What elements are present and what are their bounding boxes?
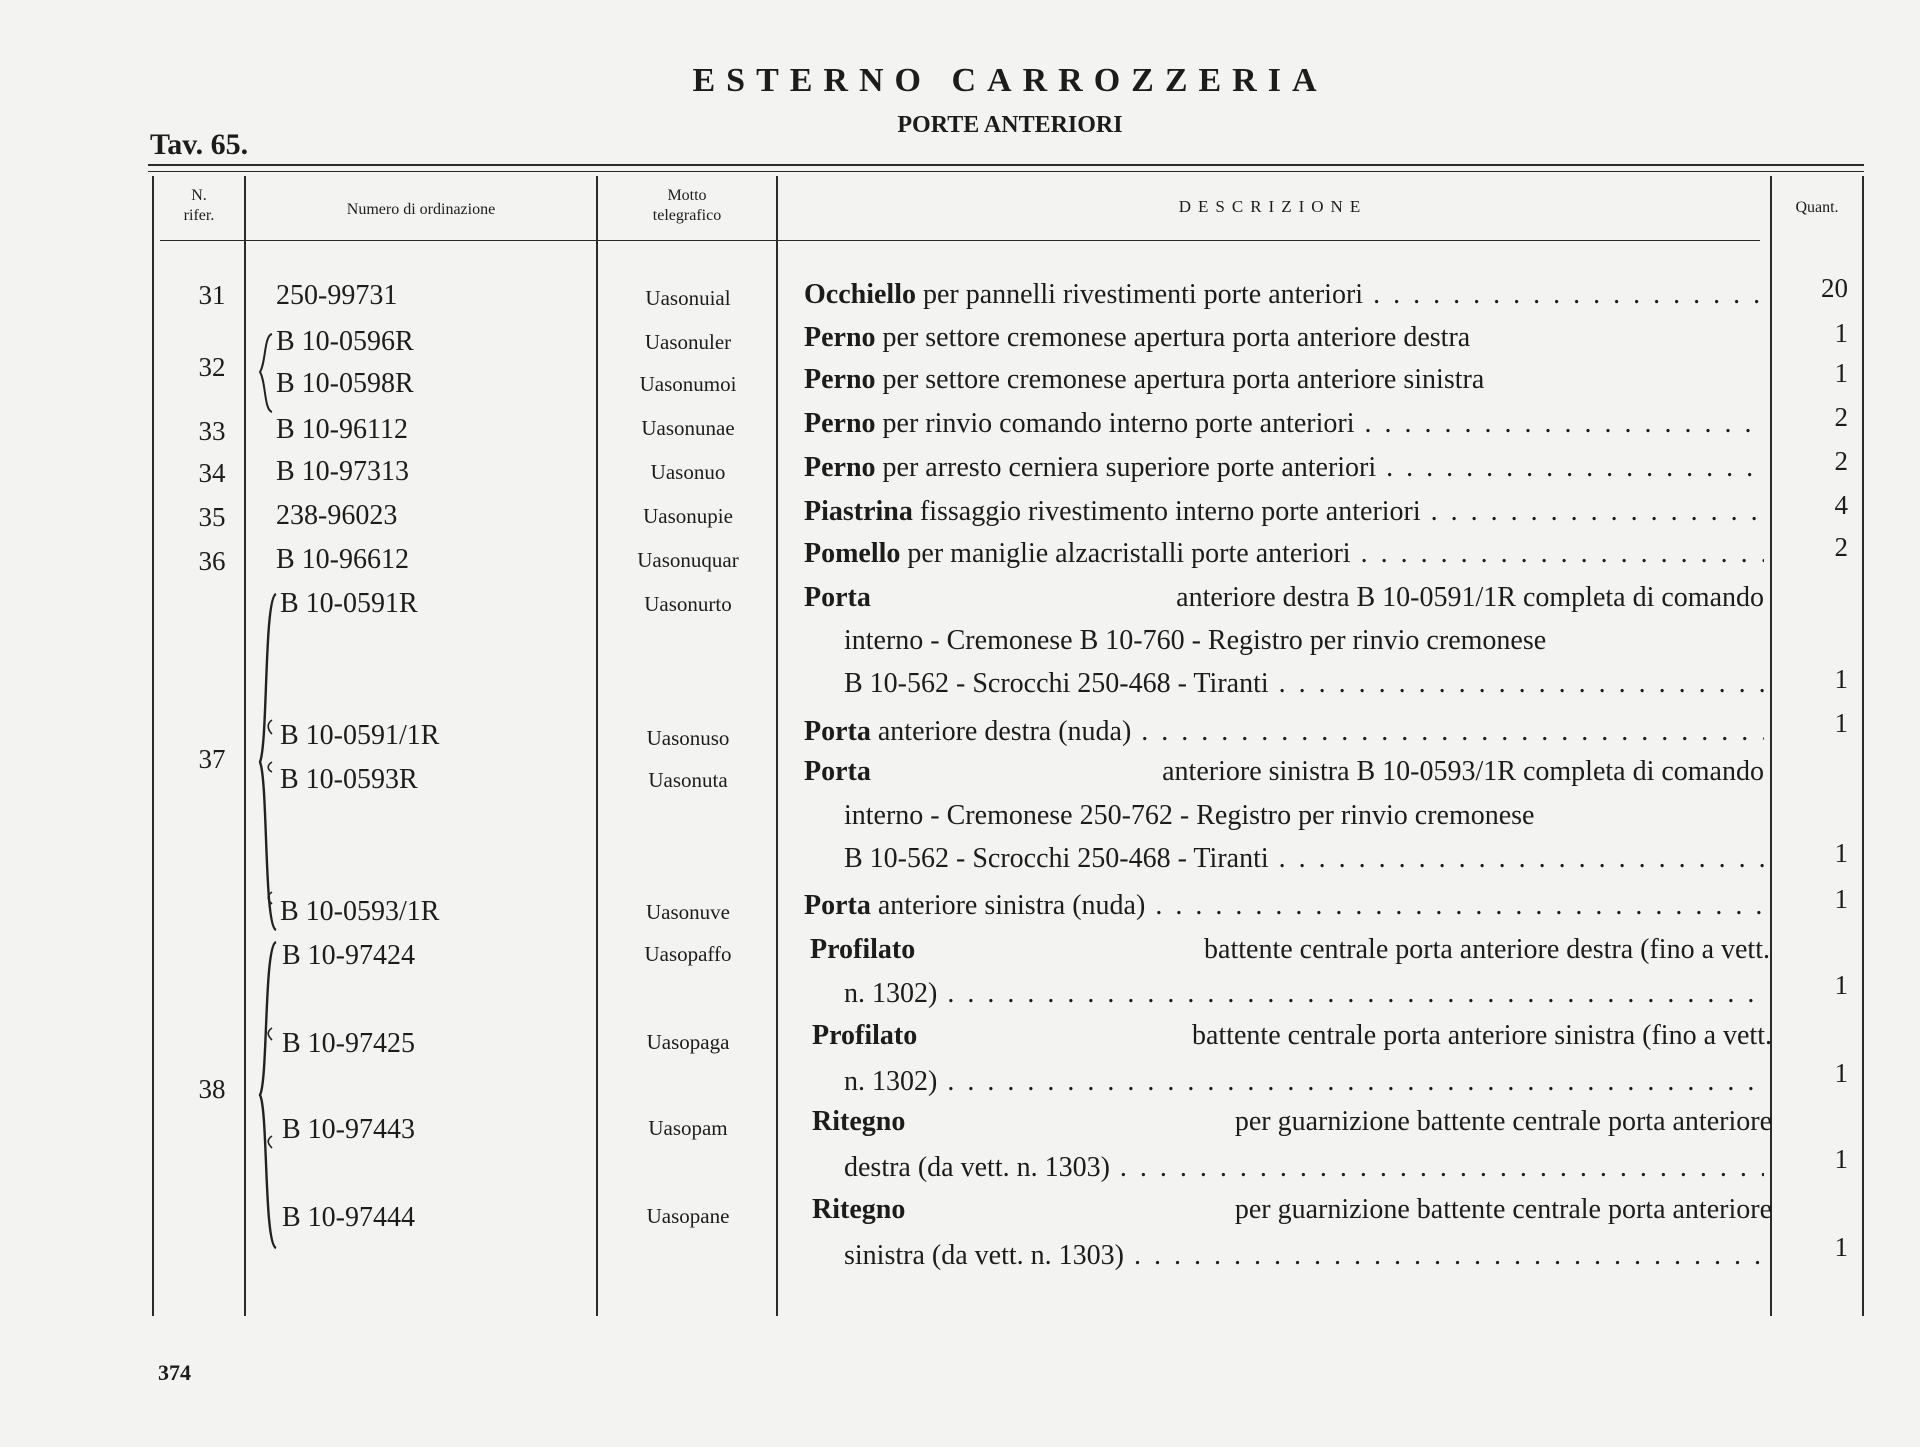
part-description: per maniglie alzacristalli porte anteriori <box>907 538 1351 569</box>
part-description: B 10-562 - Scrocchi 250-468 - Tiranti <box>844 668 1269 699</box>
header-motto-line2: telegrafico <box>652 207 722 224</box>
description-line <box>804 322 1764 354</box>
telegraphic-motto: Uasonuquar <box>637 548 739 572</box>
header-rule <box>160 240 1760 241</box>
ref-number-32: 32 <box>198 352 226 382</box>
order-number: 250-99731 <box>276 280 398 311</box>
leader-dots <box>1431 496 1764 528</box>
order-number: B 10-97424 <box>282 940 415 971</box>
header-quantity: Quant. <box>1795 199 1839 216</box>
telegraphic-motto: Uasonuler <box>644 330 732 354</box>
leader-dots <box>1279 668 1764 700</box>
header-motto-line1: Motto <box>667 187 707 204</box>
part-description: per guarnizione battente centrale porta anteriore <box>1234 1194 1772 1225</box>
telegraphic-motto: Uasonurto <box>644 592 732 616</box>
telegraphic-motto: Uasonuo <box>650 460 726 484</box>
leader-dots <box>1364 408 1764 440</box>
description-line <box>812 1020 1772 1052</box>
description-line <box>804 452 1764 484</box>
quantity: 1 <box>1834 838 1848 868</box>
header-ref <box>154 186 244 226</box>
part-description: fissaggio rivestimento interno porte anteriori <box>919 496 1421 527</box>
part-name: Porta <box>804 716 871 747</box>
order-number: B 10-0591R <box>280 588 418 619</box>
header-order-number: Numero di ordinazione <box>346 201 496 218</box>
page-subtitle: PORTE ANTERIORI <box>897 112 1123 138</box>
leader-dots <box>1279 843 1764 875</box>
description-line <box>804 582 1764 614</box>
quantity: 4 <box>1834 490 1848 520</box>
part-name: Perno <box>804 322 876 353</box>
quantity: 1 <box>1834 664 1848 694</box>
part-description: anteriore destra (nuda) <box>877 716 1132 747</box>
leader-dots <box>947 1066 1764 1098</box>
leader-dots <box>1373 279 1764 311</box>
part-description: per pannelli rivestimenti porte anteriori <box>922 279 1364 310</box>
part-name: Perno <box>804 452 876 483</box>
part-description: anteriore sinistra B 10-0593/1R completa di comando <box>1162 756 1764 787</box>
part-name: Ritegno <box>812 1106 906 1137</box>
description-line <box>804 716 1764 748</box>
order-number: 238-96023 <box>276 500 398 531</box>
order-number: B 10-97313 <box>276 456 409 487</box>
quantity: 1 <box>1834 708 1848 738</box>
telegraphic-motto: Uasonuta <box>648 768 728 792</box>
description-continuation <box>844 843 1764 875</box>
part-description: n. 1302) <box>844 1066 938 1097</box>
telegraphic-motto: Uasonuial <box>645 286 731 310</box>
quantity: 1 <box>1834 1144 1848 1174</box>
order-number: B 10-97425 <box>282 1028 415 1059</box>
ref-number: 35 <box>198 502 226 532</box>
part-description: anteriore sinistra (nuda) <box>877 890 1146 921</box>
column-divider-code <box>596 176 598 1316</box>
ref-number: 33 <box>198 416 226 446</box>
telegraphic-motto: Uasonumoi <box>639 372 737 396</box>
order-number: B 10-96112 <box>276 414 408 445</box>
quantity: 20 <box>1821 273 1848 303</box>
plate-number: Tav. 65. <box>150 128 249 161</box>
description-line <box>804 538 1764 570</box>
telegraphic-motto: Uasopane <box>646 1204 730 1228</box>
telegraphic-motto: Uasopaga <box>646 1030 730 1054</box>
part-name: Profilato <box>812 1020 918 1051</box>
description-continuation <box>844 1152 1764 1184</box>
order-number: B 10-96612 <box>276 544 409 575</box>
quantity: 1 <box>1834 318 1848 348</box>
part-name: Porta <box>804 582 871 613</box>
brace-group-38 <box>256 940 280 1250</box>
header-ref-line1: N. <box>191 187 207 204</box>
description-line <box>804 279 1764 311</box>
part-name: Perno <box>804 408 876 439</box>
telegraphic-motto: Uasonuso <box>646 726 730 750</box>
description-continuation: interno - Cremonese 250-762 - Registro per rinvio cremonese <box>844 800 1535 831</box>
part-description: anteriore destra B 10-0591/1R completa di comando <box>1176 582 1764 613</box>
page-number: 374 <box>158 1360 191 1385</box>
part-description: destra (da vett. n. 1303) <box>844 1152 1110 1183</box>
description-continuation <box>844 668 1764 700</box>
quantity: 1 <box>1834 1058 1848 1088</box>
part-name: Porta <box>804 890 871 921</box>
part-name: Perno <box>804 364 876 395</box>
telegraphic-motto: Uasopam <box>648 1116 728 1140</box>
order-number: B 10-0593R <box>280 764 418 795</box>
part-description: B 10-562 - Scrocchi 250-468 - Tiranti <box>844 843 1269 874</box>
part-description: battente centrale porta anteriore sinistra (fino a vett. <box>1192 1020 1772 1051</box>
telegraphic-motto: Uasonuve <box>646 900 730 924</box>
order-number: B 10-0591/1R <box>280 720 440 751</box>
header-motto <box>598 186 776 226</box>
description-continuation: interno - Cremonese B 10-760 - Registro per rinvio cremonese <box>844 625 1547 656</box>
leader-dots <box>1386 452 1764 484</box>
leader-dots <box>1361 538 1764 570</box>
description-continuation <box>844 1240 1764 1272</box>
part-description: per settore cremonese apertura porta anteriore destra <box>882 322 1471 353</box>
order-number: B 10-97444 <box>282 1202 415 1233</box>
ref-number-38: 38 <box>198 1074 226 1104</box>
telegraphic-motto: Uasopaffo <box>644 942 732 966</box>
header-description: DESCRIZIONE <box>1178 197 1368 216</box>
order-number: B 10-0596R <box>276 326 414 357</box>
leader-dots <box>1134 1240 1764 1272</box>
order-number: B 10-0593/1R <box>280 896 440 927</box>
leader-dots <box>1141 716 1764 748</box>
description-line <box>804 756 1764 788</box>
quantity: 2 <box>1834 532 1848 562</box>
ref-number-37: 37 <box>198 744 226 774</box>
ref-number: 34 <box>198 458 226 488</box>
part-description: per arresto cerniera superiore porte anteriori <box>882 452 1377 483</box>
column-divider-right <box>1862 176 1864 1316</box>
part-name: Profilato <box>810 934 916 965</box>
description-line <box>804 890 1764 922</box>
quantity: 2 <box>1834 402 1848 432</box>
ref-number: 36 <box>198 546 226 576</box>
header-ref-line2: rifer. <box>183 207 215 224</box>
quantity: 1 <box>1834 1232 1848 1262</box>
description-line <box>804 496 1764 528</box>
part-name: Piastrina <box>804 496 913 527</box>
part-description: per settore cremonese apertura porta anteriore sinistra <box>882 364 1485 395</box>
part-name: Ritegno <box>812 1194 906 1225</box>
column-divider-motto <box>776 176 778 1316</box>
top-rule <box>148 164 1864 166</box>
leader-dots <box>1155 890 1764 922</box>
quantity: 1 <box>1834 884 1848 914</box>
top-rule-thin <box>148 171 1864 172</box>
leader-dots <box>947 978 1764 1010</box>
description-line <box>812 1106 1772 1138</box>
column-divider-desc <box>1770 176 1772 1316</box>
part-description: sinistra (da vett. n. 1303) <box>844 1240 1124 1271</box>
description-continuation <box>844 1066 1764 1098</box>
leader-dots <box>1120 1152 1764 1184</box>
ref-number: 31 <box>198 280 226 310</box>
telegraphic-motto: Uasonunae <box>641 416 735 440</box>
part-description: per guarnizione battente centrale porta anteriore <box>1234 1106 1772 1137</box>
part-description: n. 1302) <box>844 978 938 1009</box>
part-name: Occhiello <box>804 279 916 310</box>
order-number: B 10-97443 <box>282 1114 415 1145</box>
page-title: ESTERNO CARROZZERIA <box>692 62 1328 99</box>
quantity: 1 <box>1834 970 1848 1000</box>
description-line <box>812 1194 1772 1226</box>
description-line <box>804 408 1764 440</box>
description-continuation <box>844 978 1764 1010</box>
part-description: per rinvio comando interno porte anteriori <box>882 408 1355 439</box>
order-number: B 10-0598R <box>276 368 414 399</box>
part-description: battente centrale porta anteriore destra (fino a vett. <box>1204 934 1770 965</box>
brace-group-37 <box>256 592 280 932</box>
brace-group-32 <box>256 332 276 414</box>
telegraphic-motto: Uasonupie <box>643 504 733 528</box>
column-divider-left <box>152 176 154 1316</box>
description-line <box>810 934 1770 966</box>
part-name: Pomello <box>804 538 901 569</box>
quantity: 2 <box>1834 446 1848 476</box>
quantity: 1 <box>1834 358 1848 388</box>
part-name: Porta <box>804 756 871 787</box>
description-line <box>804 364 1764 396</box>
